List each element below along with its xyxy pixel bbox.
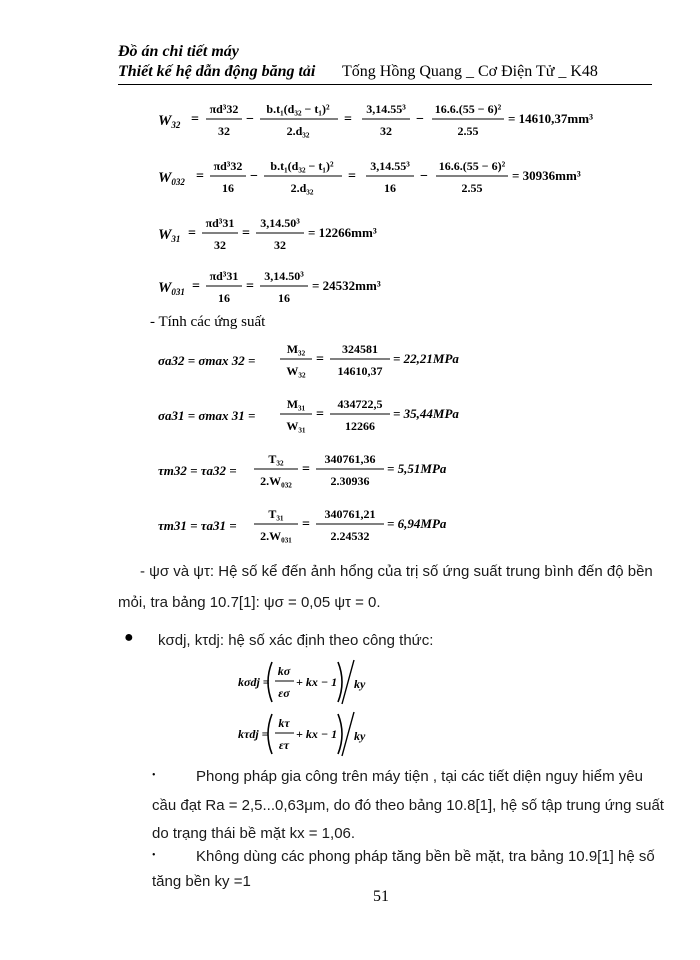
denominator: 2.24532 [330,529,370,543]
equation-sigma-32 [158,338,478,387]
denominator: 14610,37 [337,364,383,378]
fraction-1 [254,452,298,488]
fraction-2 [330,342,390,378]
denominator: 16 [218,291,230,305]
lhs-symbol: W [158,227,172,243]
bullet-icon: ● [124,629,134,646]
numerator: M₃₁ [286,397,306,411]
numerator: 434722,5 [337,397,383,411]
svg-text:−: − [246,112,254,127]
fraction-1 [206,269,242,305]
denominator: ετ [278,738,290,752]
denominator: 32 [380,124,392,138]
fraction-2 [260,102,338,138]
divisor: ky [354,677,366,691]
result: = 14610,37mm³ [508,111,593,126]
surface-paragraph-line2: tăng bền ky =1 [152,873,251,890]
bullet-icon: • [152,850,156,861]
numerator: T₃₂ [268,452,284,466]
numerator: 3,14.50³ [260,216,300,230]
denominator: 32 [218,124,230,138]
result: = 30936mm³ [512,168,581,183]
equation-tau-31 [158,503,478,552]
numerator: πd³32 [213,159,243,173]
result: = 24532mm³ [312,278,381,293]
denominator: W₃₁ [286,419,306,433]
numerator: 340761,36 [324,452,376,466]
fraction-1 [280,342,312,378]
numerator: πd³31 [209,269,239,283]
svg-text:W032 [158,170,185,187]
svg-text:=: = [191,112,199,127]
numerator: kσ [277,664,291,678]
middle-term: + kx − 1 [296,727,338,741]
equation-tau-32 [158,448,478,497]
fraction-1 [254,507,298,543]
lhs-subscript: 32 [171,120,181,130]
fraction-1 [210,159,246,195]
numerator: M₃₂ [286,342,306,356]
denominator: 2.W₀₃₁ [260,529,292,543]
result: = 12266mm³ [308,225,377,240]
result: = 5,51MPa [387,461,447,476]
svg-text:=: = [196,169,204,184]
denominator: 16 [278,291,290,305]
fraction-4 [436,159,508,195]
result: = 35,44MPa [393,406,459,421]
svg-text:W32 [158,113,181,130]
svg-text:=: = [348,169,356,184]
equation-k-sigma-dj [238,656,378,711]
numerator: b.t₁(d₃₂ − t₁)² [266,102,330,116]
numerator: 3,14.55³ [370,159,410,173]
fraction-1 [206,102,242,138]
lhs-subscript: 31 [171,234,181,244]
header-doc-title: Đồ án chi tiết máy [118,43,239,60]
svg-text:=: = [192,279,200,294]
denominator: 2.30936 [330,474,370,488]
equation-w31 [158,212,458,261]
psi-paragraph-line2: mỏi, tra bảng 10.7[1]: ψσ = 0,05 ψτ = 0. [118,594,381,611]
denominator: 2.d₃₂ [290,181,314,195]
numerator: πd³32 [209,102,239,116]
fraction-2 [260,269,308,305]
svg-text:=: = [188,226,196,241]
numerator: 16.6.(55 − 6)² [434,102,502,116]
denominator: 2.W₀₃₂ [260,474,292,488]
denominator: 2.55 [457,124,479,138]
equation-sigma-31 [158,393,478,442]
svg-text:=: = [344,112,352,127]
fraction-2 [316,507,384,543]
lhs: σa32 = σmax 32 = [158,353,256,368]
svg-text:=: = [242,226,250,241]
lhs-symbol: W [158,170,172,186]
svg-text:−: − [250,169,258,184]
denominator: 32 [274,238,286,252]
header-rule [118,84,652,85]
svg-text:=: = [302,517,310,532]
equation-w032 [158,155,638,204]
fraction-2 [330,397,390,433]
numerator: b.t₁(d₃₂ − t₁)² [270,159,334,173]
fraction-4 [432,102,504,138]
k-definition-text: kσdj, kτdj: hệ số xác định theo công thức: [158,632,434,649]
machining-paragraph-line2: cầu đạt Ra = 2,5...0,63μm, do đó theo bảng 10.8[1], hệ số tập trung ứng suất [152,797,664,814]
middle-term: + kx − 1 [296,675,338,689]
fraction-1 [202,216,238,252]
page-number: 51 [373,888,389,905]
svg-text:=: = [302,462,310,477]
svg-text:=: = [316,352,324,367]
lhs-symbol: W [158,280,172,296]
numerator: 3,14.50³ [264,269,304,283]
svg-text:=: = [246,279,254,294]
fraction-2 [256,216,304,252]
fraction [275,664,294,700]
svg-text:−: − [420,169,428,184]
lhs: τm32 = τa32 = [158,463,237,478]
fraction-2 [264,159,342,195]
surface-paragraph-line1: Không dùng các phong pháp tăng bền bề mặt, tra bảng 10.9[1] hệ số [196,848,655,865]
lhs: kτdj = [238,727,269,741]
fraction-3 [366,159,414,195]
denominator: εσ [278,686,290,700]
lhs: τm31 = τa31 = [158,518,237,533]
denominator: W₃₂ [286,364,306,378]
svg-text:W31 [158,227,180,244]
divisor: ky [354,729,366,743]
numerator: 340761,21 [324,507,376,521]
lhs-subscript: 032 [171,177,185,187]
header-author: Tống Hồng Quang _ Cơ Điện Tử _ K48 [342,63,598,80]
numerator: T₃₁ [268,507,284,521]
numerator: kτ [278,716,290,730]
lhs: σa31 = σmax 31 = [158,408,256,423]
denominator: 2.55 [461,181,483,195]
lhs-symbol: W [158,113,172,129]
equation-w32 [158,98,638,147]
fraction-1 [280,397,312,433]
lhs: kσdj = [238,675,270,689]
result: = 6,94MPa [387,516,447,531]
denominator: 32 [214,238,226,252]
numerator: 324581 [342,342,378,356]
machining-paragraph-line3: do trạng thái bề mặt kx = 1,06. [152,825,356,842]
fraction-2 [316,452,384,488]
lhs-subscript: 031 [171,287,185,297]
psi-paragraph-line1: - ψσ và ψτ: Hệ số kể đến ảnh hổng của trị số ứng suất trung bình đến độ bền [140,563,653,580]
denominator: 12266 [345,419,375,433]
denominator: 2.d₃₂ [286,124,310,138]
machining-paragraph-line1: Phong pháp gia công trên máy tiện , tại các tiết diện nguy hiểm yêu [196,768,643,785]
svg-text:W031 [158,280,185,297]
denominator: 16 [384,181,396,195]
result: = 22,21MPa [393,351,459,366]
stress-heading: - Tính các ứng suất [150,314,266,330]
svg-text:=: = [316,407,324,422]
header-project-title: Thiết kế hệ dẫn động băng tải [118,63,316,80]
denominator: 16 [222,181,234,195]
fraction [275,716,294,752]
equation-k-tau-dj [238,708,378,763]
numerator: 3,14.55³ [366,102,406,116]
fraction-3 [362,102,410,138]
numerator: πd³31 [205,216,235,230]
svg-text:−: − [416,112,424,127]
bullet-icon: • [152,770,156,781]
equation-w031 [158,265,458,314]
numerator: 16.6.(55 − 6)² [438,159,506,173]
